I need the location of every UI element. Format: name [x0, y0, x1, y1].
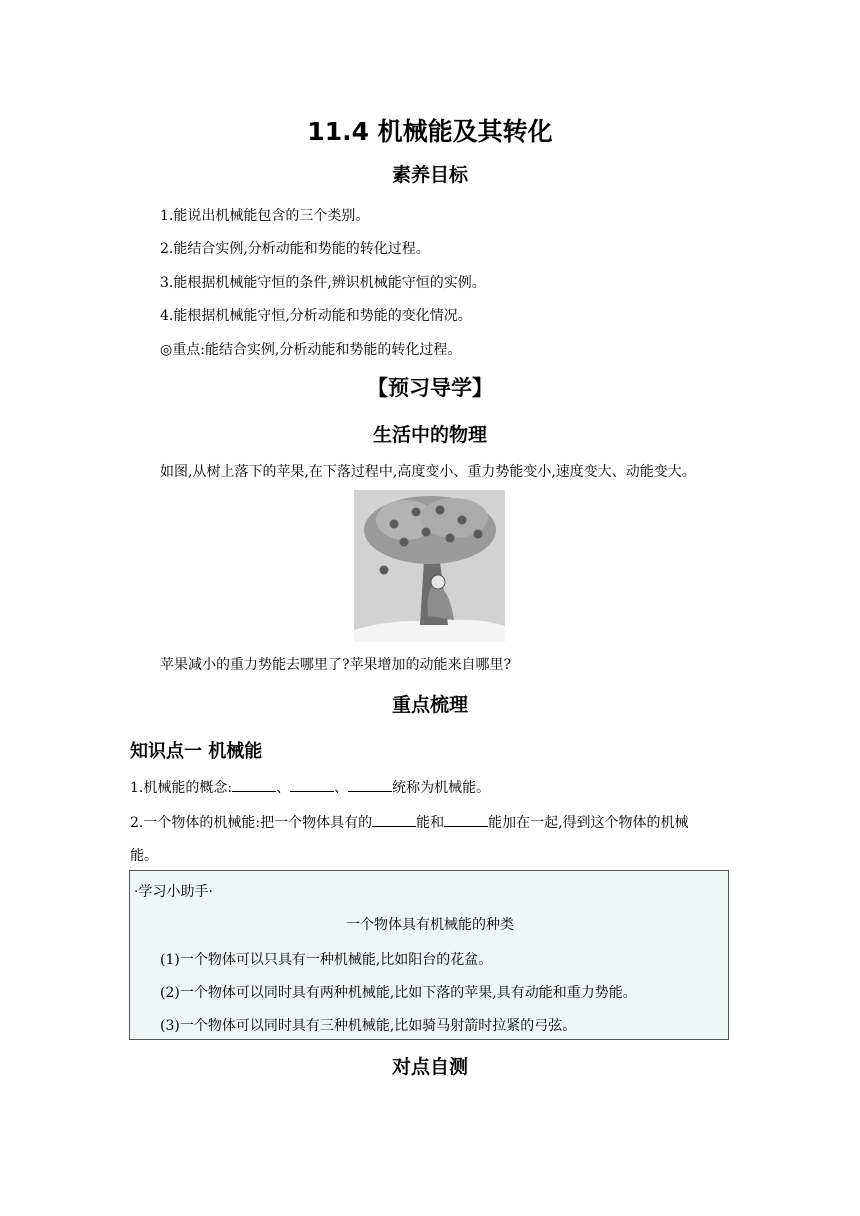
- goal-item: 2.能结合实例,分析动能和势能的转化过程。: [160, 241, 430, 257]
- concept-line: [130, 777, 490, 797]
- mechanical-energy-line: [130, 812, 689, 832]
- goal-item: 4.能根据机械能守恒,分析动能和势能的变化情况。: [160, 308, 472, 324]
- helper-title: 一个物体具有机械能的种类: [346, 917, 514, 933]
- section-key-heading: 重点梳理: [391, 694, 468, 716]
- helper-label: ·学习小助手·: [134, 884, 213, 900]
- separator: 、: [334, 780, 349, 796]
- line-continuation: 能。: [130, 848, 158, 864]
- question-text: 苹果减小的重力势能去哪里了?苹果增加的动能来自哪里?: [160, 657, 512, 673]
- line-part: 能和: [416, 815, 445, 831]
- apple-tree-icon: [354, 490, 505, 642]
- knowledge-point-title: 知识点一 机械能: [130, 741, 263, 762]
- page-title: 11.4 机械能及其转化: [307, 117, 553, 146]
- study-helper-box: [129, 870, 729, 1040]
- section-life-heading: 生活中的物理: [372, 424, 487, 446]
- helper-item: (3)一个物体可以同时具有三种机械能,比如骑马射箭时拉紧的弓弦。: [160, 1018, 577, 1034]
- fill-blank[interactable]: [290, 777, 334, 792]
- life-paragraph: 如图,从树上落下的苹果,在下落过程中,高度变小、重力势能变小,速度变大、动能变大。: [160, 464, 696, 480]
- goal-item: 1.能说出机械能包含的三个类别。: [160, 208, 370, 224]
- concept-prefix: 1.机械能的概念:: [130, 780, 233, 796]
- section-goals-heading: 素养目标: [391, 164, 468, 186]
- line-part: 2.一个物体的机械能:把一个物体具有的: [130, 815, 373, 831]
- fill-blank[interactable]: [232, 777, 276, 792]
- helper-item: (2)一个物体可以同时具有两种机械能,比如下落的苹果,具有动能和重力势能。: [160, 985, 637, 1001]
- fill-blank[interactable]: [348, 777, 392, 792]
- section-self-test-heading: 对点自测: [391, 1056, 468, 1078]
- goal-item: 3.能根据机械能守恒的条件,辨识机械能守恒的实例。: [160, 275, 486, 291]
- line-part: 能加在一起,得到这个物体的机械: [488, 815, 689, 831]
- apple-tree-illustration: [354, 490, 505, 642]
- separator: 、: [276, 780, 291, 796]
- section-preview-heading: 【预习导学】: [367, 376, 493, 400]
- key-point: ◎重点:能结合实例,分析动能和势能的转化过程。: [160, 342, 462, 358]
- fill-blank[interactable]: [372, 812, 416, 827]
- fill-blank[interactable]: [444, 812, 488, 827]
- helper-item: (1)一个物体可以只具有一种机械能,比如阳台的花盆。: [160, 952, 493, 968]
- concept-suffix: 统称为机械能。: [392, 780, 491, 796]
